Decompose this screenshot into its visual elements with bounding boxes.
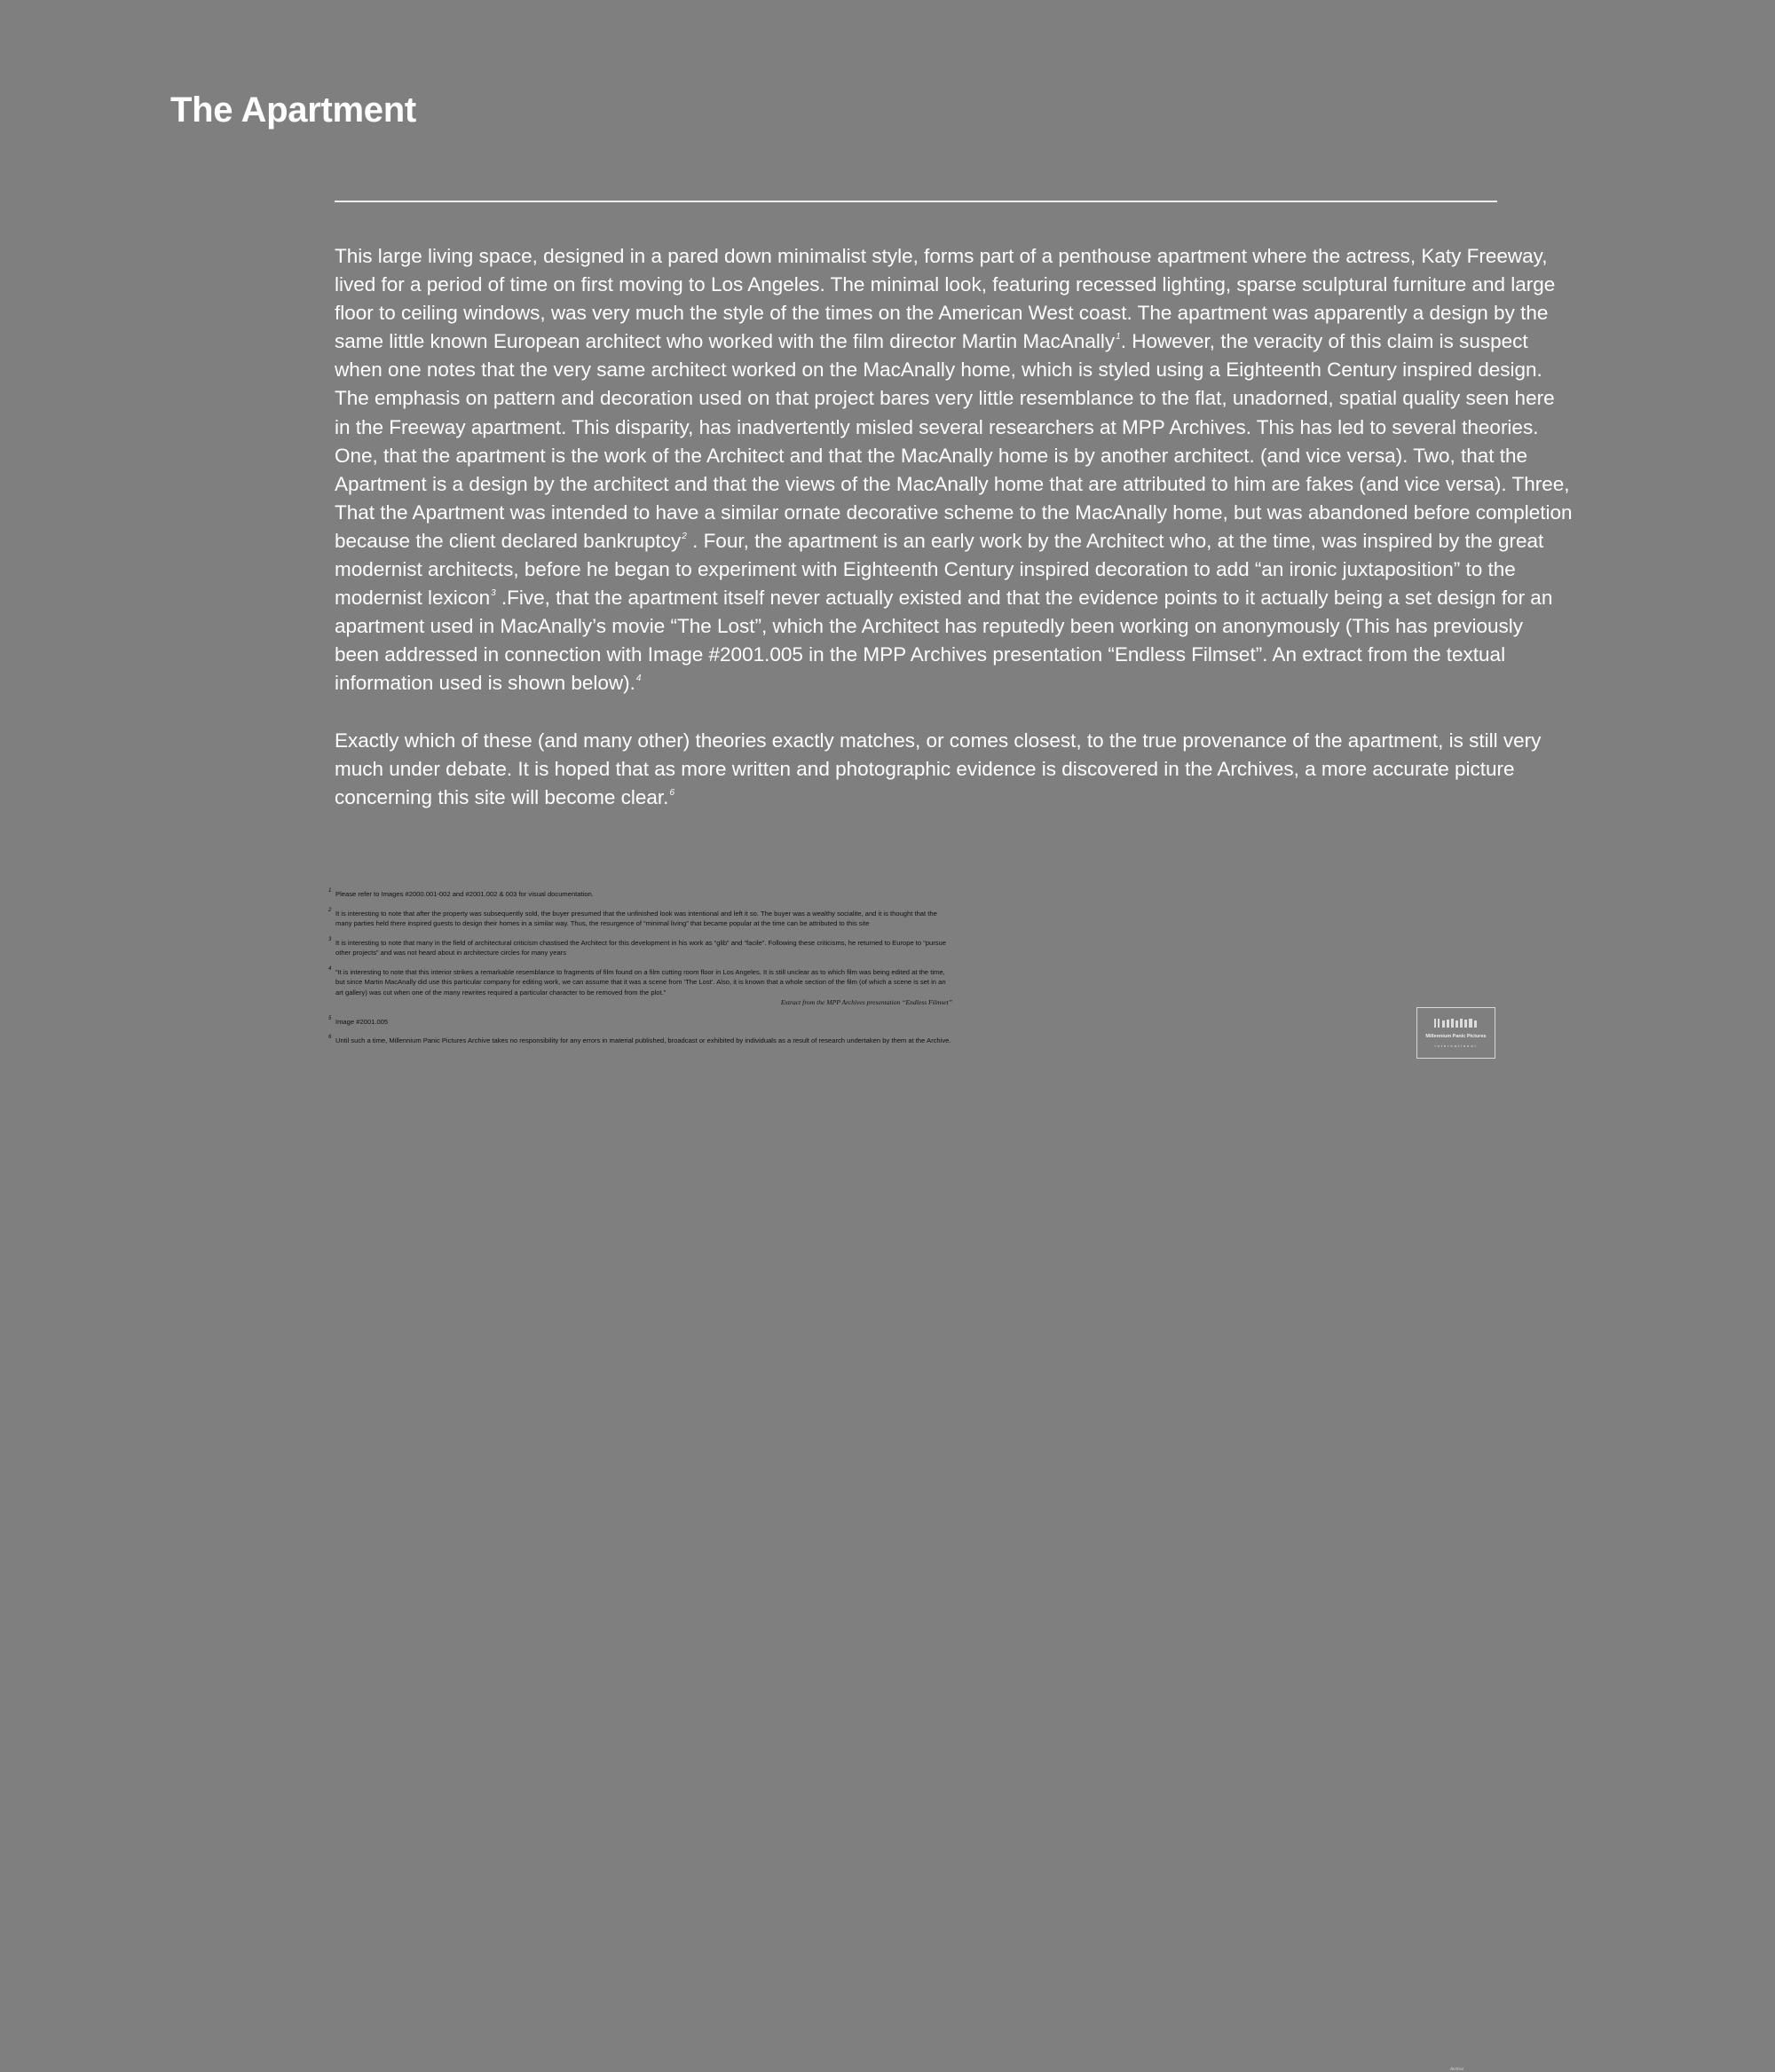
footnote-text: Until such a time, Millennium Panic Pictures Archive takes no responsibility for any errors in material published, broadcast or exhibited by individuals as a result of research undertaken by them at the Archive. — [335, 1036, 951, 1044]
footnote-number: 1 — [328, 888, 332, 894]
page-title: The Apartment — [170, 91, 416, 130]
footnote-ref-6: 6 — [669, 787, 674, 798]
footnote-number: 4 — [328, 965, 332, 972]
footnote-6 — [328, 1036, 952, 1046]
paragraph-2-text: Exactly which of these (and many other) theories exactly matches, or comes closest, to the true provenance of the apartment, is still very much under debate. It is hoped that as more written and photographic evidence is discovered in the Archives, a more accurate picture concerning this site will become clear. — [335, 729, 1542, 808]
footnote-ref-3: 3 — [491, 588, 496, 599]
logo-subtitle: International — [1434, 1043, 1478, 1048]
footnote-text: “It is interesting to note that this interior strikes a remarkable resemblance to fragments of film found on a film cutting room floor in Los Angeles. It is still unclear as to which film was being edited at the time, but since Martin MacAnally did use this particular company for editing work, we can assume that it was a scene from ‘The Lost’. Also, it is known that a whole section of the film (of which a scene is set in an art gallery) was cut when one of the many rewrites required a particular character to be removed from the plot.” — [335, 967, 946, 997]
footnote-ref-4: 4 — [635, 674, 642, 684]
paragraph-2 — [335, 727, 1573, 812]
footnote-4 — [328, 967, 952, 1008]
archive-logo — [1416, 1007, 1495, 2072]
paragraph-1 — [335, 242, 1573, 698]
footnote-2 — [328, 909, 952, 929]
footnote-text: Image #2001.005 — [335, 1017, 389, 1026]
footnote-text: It is interesting to note that after the property was subsequently sold, the buyer presumed that the unfinished look was intentional and left it so. The buyer was a wealthy socialite, and it is thought that the many parties held there inspired guests to design their homes in a similar way. Thus, the resurgence of “minimal living” that became popular at the time can be attributed to this site — [335, 909, 937, 927]
footnote-number: 2 — [328, 907, 332, 913]
logo-mark-icon — [1433, 1017, 1479, 1029]
footnote-number: 6 — [328, 1035, 332, 1040]
footnote-ref-1: 1 — [1116, 332, 1121, 343]
paragraph-1-text-b: . However, the veracity of this claim is suspect when one notes that the very same architect worked on the MacAnally home, which is styled using a Eighteenth Century inspired design. The emphasis on pattern and decoration used on that project bares very little resemblance to the flat, unadorned, spatial quality seen here in the Freeway apartment. This disparity, has inadvertently misled several researchers at MPP Archives. This has led to several theories. One, that the apartment is the work of the Architect and that the MacAnally home is by another architect. (and vice versa). Two, that the Apartment is a design by the architect and that the views of the MacAnally home that are attributed to him are fakes (and vice versa). Three, That the Apartment was intended to have a similar ornate decorative scheme to the MacAnally home, but was abandoned before completion because the client declared bankruptcy — [335, 330, 1573, 552]
logo-name: Millennium Panic Pictures — [1425, 1034, 1487, 1039]
paragraph-1-text-c: . Four, the apartment is an early work by the Architect who, at the time, was inspired by the great modernist architects, before he began to experiment with Eighteenth Century inspired decoration to add “an ironic juxtaposition” to the modernist lexicon — [335, 529, 1544, 610]
footnote-number: 5 — [328, 1015, 332, 1021]
footnote-citation: Extract from the MPP Archives presentation “Endless Filmset” — [780, 998, 952, 1006]
footnotes — [328, 889, 952, 1055]
footnote-number: 3 — [328, 936, 332, 942]
footnote-ref-2: 2 — [682, 531, 687, 541]
footnote-5 — [328, 1017, 952, 1028]
paragraph-1-text-a: This large living space, designed in a pared down minimalist style, forms part of a penthouse apartment where the actress, Katy Freeway, lived for a period of time on first moving to Los Angeles. The minimal look, featuring recessed lighting, sparse sculptural furniture and large floor to ceiling windows, was very much the style of the times on the American West coast. The apartment was apparently a design by the same little known European architect who worked with the film director Martin MacAnally — [335, 245, 1556, 353]
paragraph-1-text-d: .Five, that the apartment itself never actually existed and that the evidence points to it actually being a set design for an apartment used in MacAnally’s movie “The Lost”, which the Architect has reputedly been working on anonymously (This has previously been addressed in connection with Image #2001.005 in the MPP Archives presentation “Endless Filmset”. An extract from the textual information used is shown below). — [335, 587, 1553, 695]
footnote-text: Please refer to Images #2000.001-002 and #2001.002 & 003 for visual documentation. — [335, 890, 594, 898]
footnote-text: It is interesting to note that many in the field of architectural criticism chastised the Architect for this development in his work as “glib” and “facile”. Following these criticisms, he returned to Europe to “pursue other projects” and was not heard about in architecture circles for many years — [335, 938, 946, 957]
main-text — [335, 242, 1573, 812]
footnote-1 — [328, 889, 952, 900]
divider-line — [335, 201, 1497, 202]
footnote-3 — [328, 938, 952, 958]
logo-tagline: Archive — [1449, 2068, 1464, 2072]
